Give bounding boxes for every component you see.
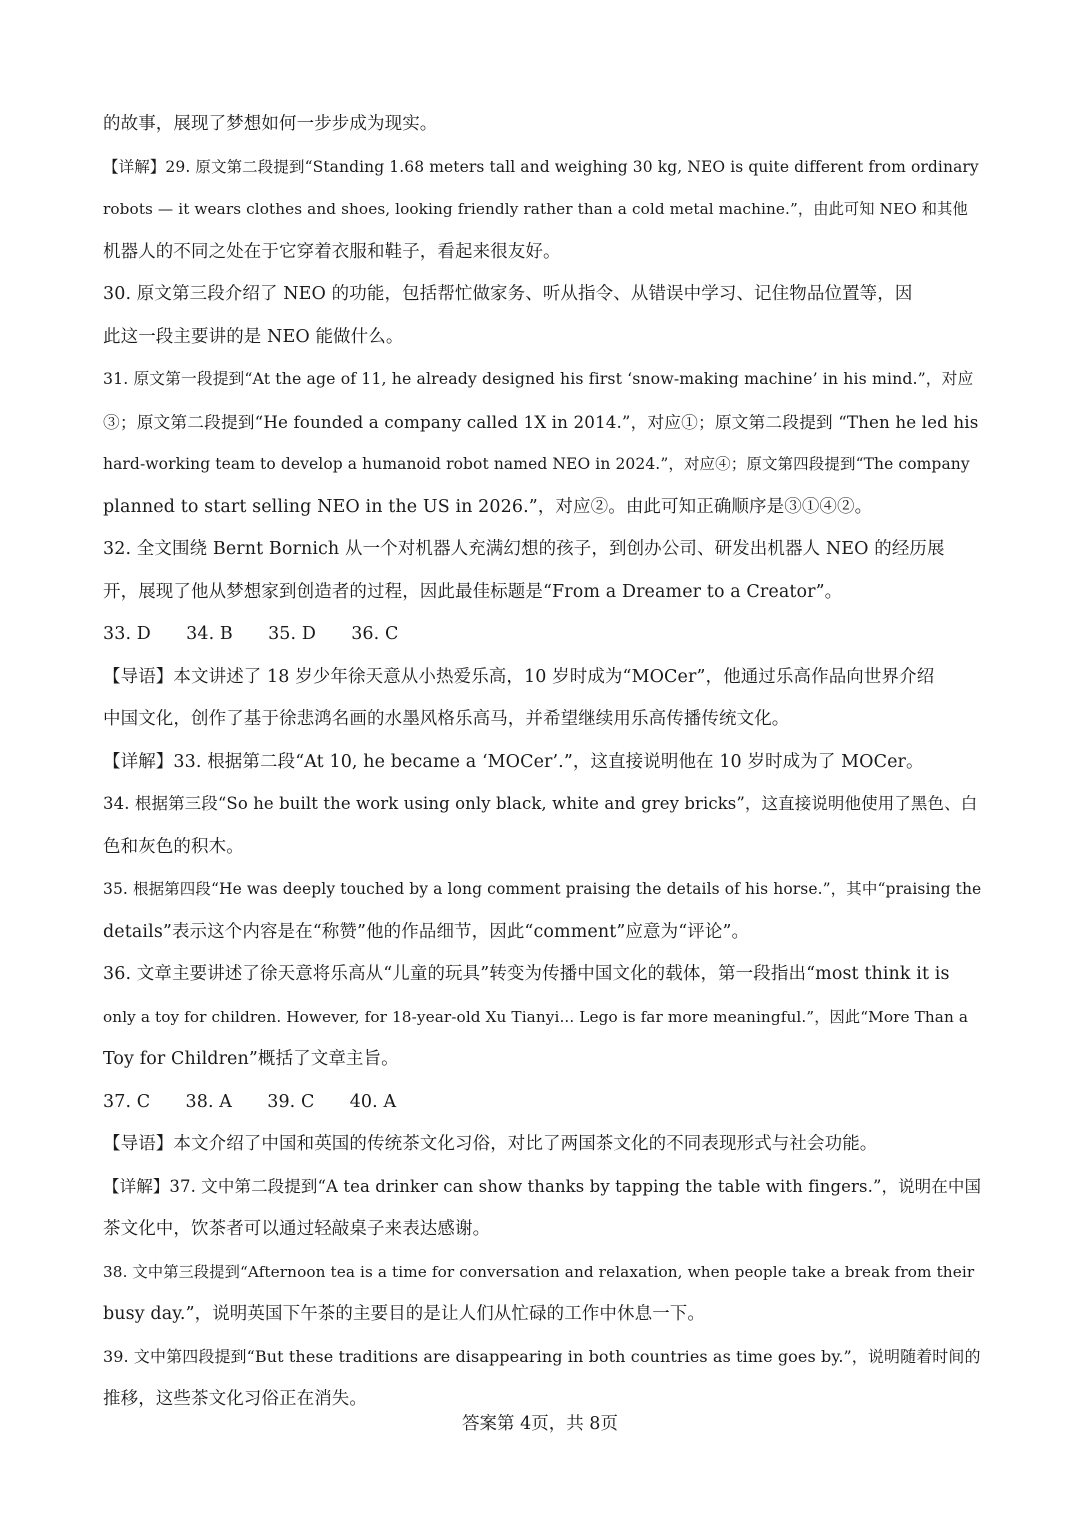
text-line: 色和灰色的积木。 bbox=[103, 836, 244, 857]
text-line: hard-working team to develop a humanoid robot named NEO in 2024.”，对应④；原文第四段提到“The company bbox=[103, 455, 970, 473]
text-line: 39. 文中第四段提到“But these traditions are disappearing in both countries as time goes by.”，说明随着时间的 bbox=[103, 1346, 981, 1366]
text-line: Toy for Children”概括了文章主旨。 bbox=[103, 1049, 399, 1069]
page-footer: 答案第 4页，共 8页 bbox=[462, 1414, 618, 1434]
text-line: 【详解】37. 文中第二段提到“A tea drinker can show thanks by tapping the table with fingers.”，说明在中国 bbox=[103, 1176, 981, 1196]
text-line: details”表示这个内容是在“称赞”他的作品细节，因此“comment”应意为“评论”。 bbox=[103, 921, 750, 942]
text-line: 此这一段主要讲的是 NEO 能做什么。 bbox=[103, 326, 404, 347]
text-line: 34. 根据第三段“So he built the work using only black, white and grey bricks”，这直接说明他使用了黑色、白 bbox=[103, 794, 978, 813]
text-line: 38. 文中第三段提到“Afternoon tea is a time for conversation and relaxation, when people take a break from their bbox=[103, 1262, 975, 1281]
text-line: 【导语】本文讲述了 18 岁少年徐天意从小热爱乐高，10 岁时成为“MOCer”，他通过乐高作品向世界介绍 bbox=[103, 666, 935, 687]
text-line: robots — it wears clothes and shoes, looking friendly rather than a cold metal machine.”，由此可知 NEO 和其他 bbox=[103, 200, 968, 218]
text-line: 中国文化，创作了基于徐悲鸿名画的水墨风格乐高马，并希望继续用乐高传播传统文化。 bbox=[103, 709, 790, 729]
text-line: planned to start selling NEO in the US in 2026.”，对应②。由此可知正确顺序是③①④②。 bbox=[103, 496, 873, 517]
text-line: 【导语】本文介绍了中国和英国的传统茶文化习俗，对比了两国茶文化的不同表现形式与社会功能。 bbox=[103, 1134, 878, 1154]
text-line: 【详解】29. 原文第二段提到“Standing 1.68 meters tall and weighing 30 kg, NEO is quite different from ordinary bbox=[103, 157, 979, 176]
answer-text bbox=[103, 103, 981, 1421]
answer-key-line: 37. C 38. A 39. C 40. A bbox=[103, 1091, 397, 1112]
text-line: 31. 原文第一段提到“At the age of 11, he already designed his first ‘snow-making machine’ in his mind.”，对应 bbox=[103, 369, 974, 388]
text-line: ③；原文第二段提到“He founded a company called 1X in 2014.”，对应①；原文第二段提到 “Then he led his bbox=[103, 411, 979, 432]
text-line: 推移，这些茶文化习俗正在消失。 bbox=[103, 1389, 367, 1409]
text-line: 机器人的不同之处在于它穿着衣服和鞋子，看起来很友好。 bbox=[103, 241, 561, 262]
answer-key-line: 33. D 34. B 35. D 36. C bbox=[103, 624, 399, 644]
text-line: 32. 全文围绕 Bernt Bornich 从一个对机器人充满幻想的孩子，到创办公司、研发出机器人 NEO 的经历展 bbox=[103, 539, 945, 559]
text-line: 35. 根据第四段“He was deeply touched by a long comment praising the details of his horse.”，其中“praising the bbox=[103, 880, 981, 898]
text-line: 茶文化中，饮茶者可以通过轻敲桌子来表达感谢。 bbox=[103, 1219, 491, 1239]
text-line: 30. 原文第三段介绍了 NEO 的功能，包括帮忙做家务、听从指令、从错误中学习、记住物品位置等，因 bbox=[103, 284, 913, 304]
text-line: 36. 文章主要讲述了徐天意将乐高从“儿童的玩具”转变为传播中国文化的载体，第一段指出“most think it is bbox=[103, 964, 950, 984]
text-line: only a toy for children. However, for 18-year-old Xu Tianyi... Lego is far more meaningful.”，因此“More Than a bbox=[103, 1007, 969, 1026]
text-line: 的故事，展现了梦想如何一步步成为现实。 bbox=[103, 114, 438, 134]
text-line: 开，展现了他从梦想家到创造者的过程，因此最佳标题是“From a Dreamer to a Creator”。 bbox=[103, 581, 843, 602]
text-line: busy day.”，说明英国下午茶的主要目的是让人们从忙碌的工作中休息一下。 bbox=[103, 1304, 706, 1324]
text-line: 【详解】33. 根据第二段“At 10, he became a ‘MOCer’.”，这直接说明他在 10 岁时成为了 MOCer。 bbox=[103, 751, 924, 772]
